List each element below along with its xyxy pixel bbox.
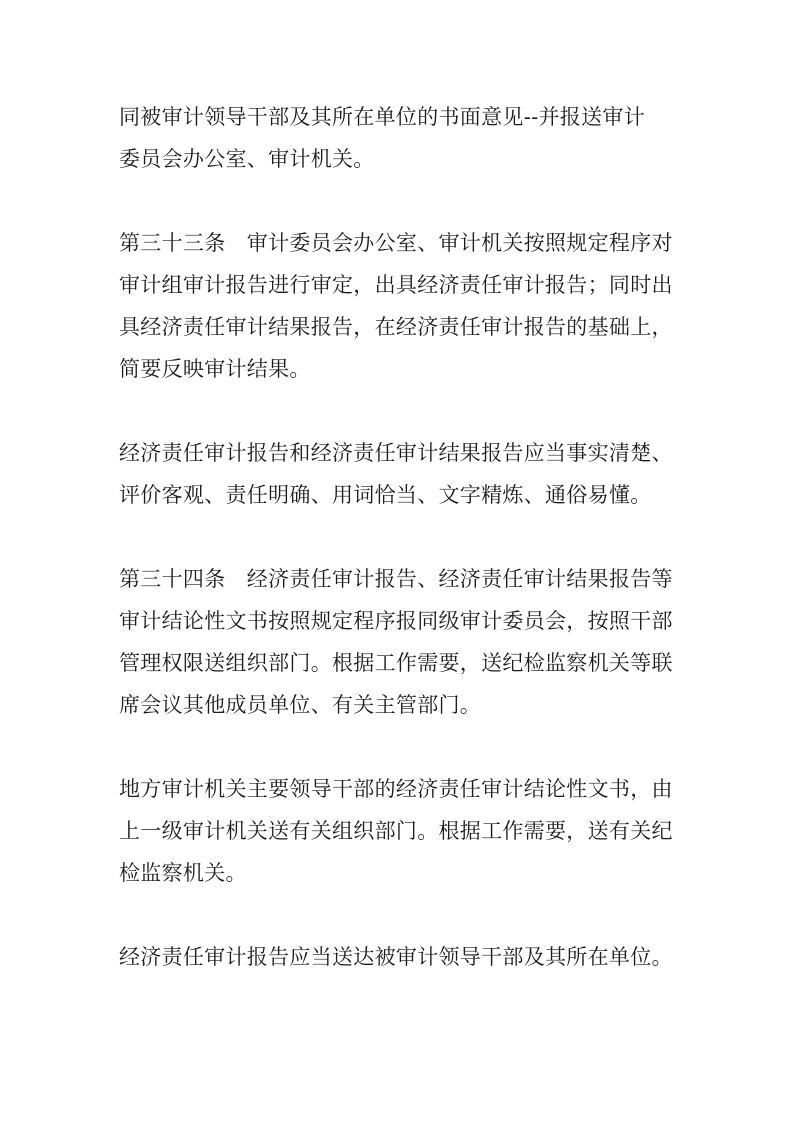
paragraph-1-line-2: 委员会办公室、审计机关。 (119, 147, 375, 171)
paragraph-5-line-2: 上一级审计机关送有关组织部门。根据工作需要，送有关纪 (119, 819, 673, 843)
paragraph-4-line-1: 第三十四条 经济责任审计报告、经济责任审计结果报告等 (119, 567, 673, 591)
paragraph-5-line-3: 检监察机关。 (119, 861, 247, 885)
paragraph-2-line-2: 审计组审计报告进行审定，出具经济责任审计报告；同时出 (119, 273, 673, 297)
paragraph-1-line-1: 同被审计领导干部及其所在单位的书面意见--并报送审计 (119, 105, 645, 129)
paragraph-2-line-4: 简要反映审计结果。 (119, 357, 311, 381)
paragraph-4-line-4: 席会议其他成员单位、有关主管部门。 (119, 693, 482, 717)
paragraph-3-line-1: 经济责任审计报告和经济责任审计结果报告应当事实清楚、 (119, 441, 673, 465)
paragraph-2-line-3: 具经济责任审计结果报告，在经济责任审计报告的基础上， (119, 315, 673, 339)
paragraph-2-line-1: 第三十三条 审计委员会办公室、审计机关按照规定程序对 (119, 231, 673, 255)
paragraph-5-line-1: 地方审计机关主要领导干部的经济责任审计结论性文书，由 (119, 777, 673, 801)
paragraph-3-line-2: 评价客观、责任明确、用词恰当、文字精炼、通俗易懂。 (119, 483, 652, 507)
paragraph-6-line-1: 经济责任审计报告应当送达被审计领导干部及其所在单位。 (119, 945, 673, 969)
paragraph-4-line-3: 管理权限送组织部门。根据工作需要，送纪检监察机关等联 (119, 651, 673, 675)
paragraph-4-line-2: 审计结论性文书按照规定程序报同级审计委员会，按照干部 (119, 609, 673, 633)
